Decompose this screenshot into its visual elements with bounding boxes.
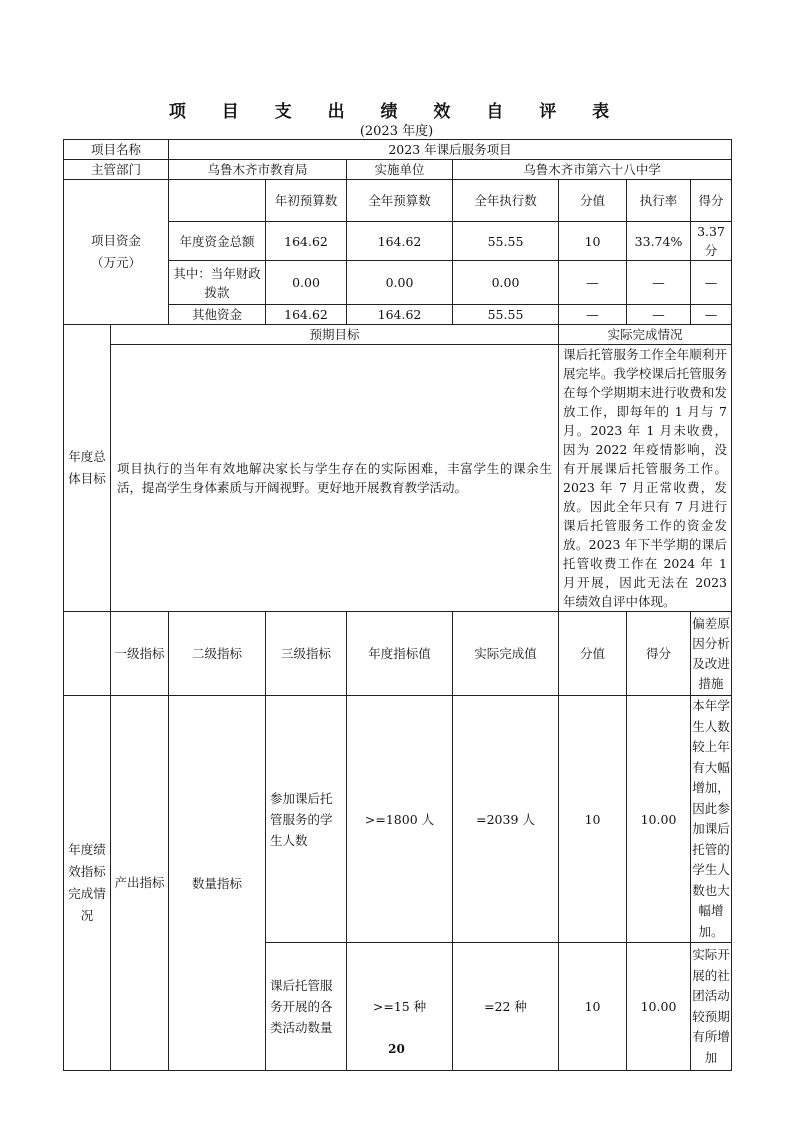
expected-goal-header: 预期目标 — [111, 325, 559, 345]
funds-header-blank — [169, 180, 266, 222]
dept-label: 主管部门 — [64, 160, 169, 180]
indicator-header: 三级指标 — [266, 612, 347, 696]
actual-goal-header: 实际完成情况 — [559, 325, 732, 345]
funds-cell: 164.62 — [347, 305, 453, 325]
project-name-label: 项目名称 — [64, 140, 169, 160]
funds-cell: 55.55 — [453, 222, 559, 261]
indicator-header: 分值 — [559, 612, 627, 696]
funds-header: 执行率 — [627, 180, 691, 222]
indicator-reason: 本年学生人数较上年有大幅增加，因此参加课后托管的学生人数也大幅增加。 — [691, 696, 732, 943]
funds-cell: 0.00 — [266, 261, 347, 305]
page-subtitle: (2023 年度) — [359, 124, 434, 139]
indicator-score-max: 10 — [559, 696, 627, 943]
funds-cell: 33.74% — [627, 222, 691, 261]
funds-cell: — — [627, 305, 691, 325]
funds-header: 全年预算数 — [347, 180, 453, 222]
funds-cell: — — [559, 305, 627, 325]
funds-cell: 0.00 — [347, 261, 453, 305]
funds-cell: 164.62 — [266, 222, 347, 261]
indicator-score: 10.00 — [627, 943, 691, 1071]
actual-goal-text: 课后托管服务工作全年顺利开展完毕。我学校课后托管服务在每个学期期末进行收费和发放工作，即每年的 1 月与 7 月。2023 年 1 月未收费，因为 2022 年疫情影响，没有开展课后托管服务工作。2023 年 7 月正常收费，发放。因此全年只有 7 月进行课后托管服务工作的资金发放。2023 年下半学期的课后托管收费工作在 2024 年 1 月开展，因此无法在 2023 年绩效自评中体现。 — [559, 345, 732, 612]
indicator-header: 得分 — [627, 612, 691, 696]
indicator-level3: 课后托管服务开展的各类活动数量 — [266, 943, 347, 1071]
funds-cell: 10 — [559, 222, 627, 261]
unit-value: 乌鲁木齐市第六十八中学 — [453, 160, 732, 180]
funds-cell: 164.62 — [266, 305, 347, 325]
performance-label: 年度绩效指标完成情况 — [64, 696, 111, 1071]
indicator-header: 偏差原因分析及改进措施 — [691, 612, 732, 696]
self-evaluation-table — [63, 139, 732, 1071]
unit-label: 实施单位 — [347, 160, 453, 180]
indicator-level3: 参加课后托管服务的学生人数 — [266, 696, 347, 943]
indicator-header: 年度指标值 — [347, 612, 453, 696]
funds-cell: — — [691, 305, 732, 325]
funds-cell: — — [627, 261, 691, 305]
indicator-score: 10.00 — [627, 696, 691, 943]
funds-header: 全年执行数 — [453, 180, 559, 222]
funds-cell: — — [691, 261, 732, 305]
expected-goal-text: 项目执行的当年有效地解决家长与学生存在的实际困难，丰富学生的课余生活，提高学生身体素质与开阔视野。更好地开展教育教学活动。 — [111, 345, 559, 612]
funds-cell: — — [559, 261, 627, 305]
indicator-actual: =22 种 — [453, 943, 559, 1071]
indicator-level1: 产出指标 — [111, 696, 169, 1071]
funds-cell: 164.62 — [347, 222, 453, 261]
funds-row-name: 其中：当年财政拨款 — [169, 261, 266, 305]
indicator-header-blank — [64, 612, 111, 696]
funds-row-name: 年度资金总额 — [169, 222, 266, 261]
dept-value: 乌鲁木齐市教育局 — [169, 160, 347, 180]
indicator-header: 实际完成值 — [453, 612, 559, 696]
indicator-level2: 数量指标 — [169, 696, 266, 1071]
funds-label: 项目资金 （万元） — [64, 180, 169, 325]
funds-cell: 0.00 — [453, 261, 559, 305]
indicator-reason: 实际开展的社团活动较预期有所增加 — [691, 943, 732, 1071]
project-name-value: 2023 年课后服务项目 — [169, 140, 732, 160]
funds-cell: 55.55 — [453, 305, 559, 325]
page-title: 项 目 支 出 绩 效 自 评 表 — [168, 102, 625, 122]
indicator-score-max: 10 — [559, 943, 627, 1071]
page-number: 20 — [388, 1042, 405, 1056]
funds-cell: 3.37 分 — [691, 222, 732, 261]
funds-header: 得分 — [691, 180, 732, 222]
goals-label: 年度总体目标 — [64, 325, 111, 612]
indicator-header: 一级指标 — [111, 612, 169, 696]
indicator-target: >=15 种 — [347, 943, 453, 1071]
indicator-header: 二级指标 — [169, 612, 266, 696]
indicator-target: >=1800 人 — [347, 696, 453, 943]
funds-header: 分值 — [559, 180, 627, 222]
funds-row-name: 其他资金 — [169, 305, 266, 325]
funds-header: 年初预算数 — [266, 180, 347, 222]
indicator-actual: =2039 人 — [453, 696, 559, 943]
